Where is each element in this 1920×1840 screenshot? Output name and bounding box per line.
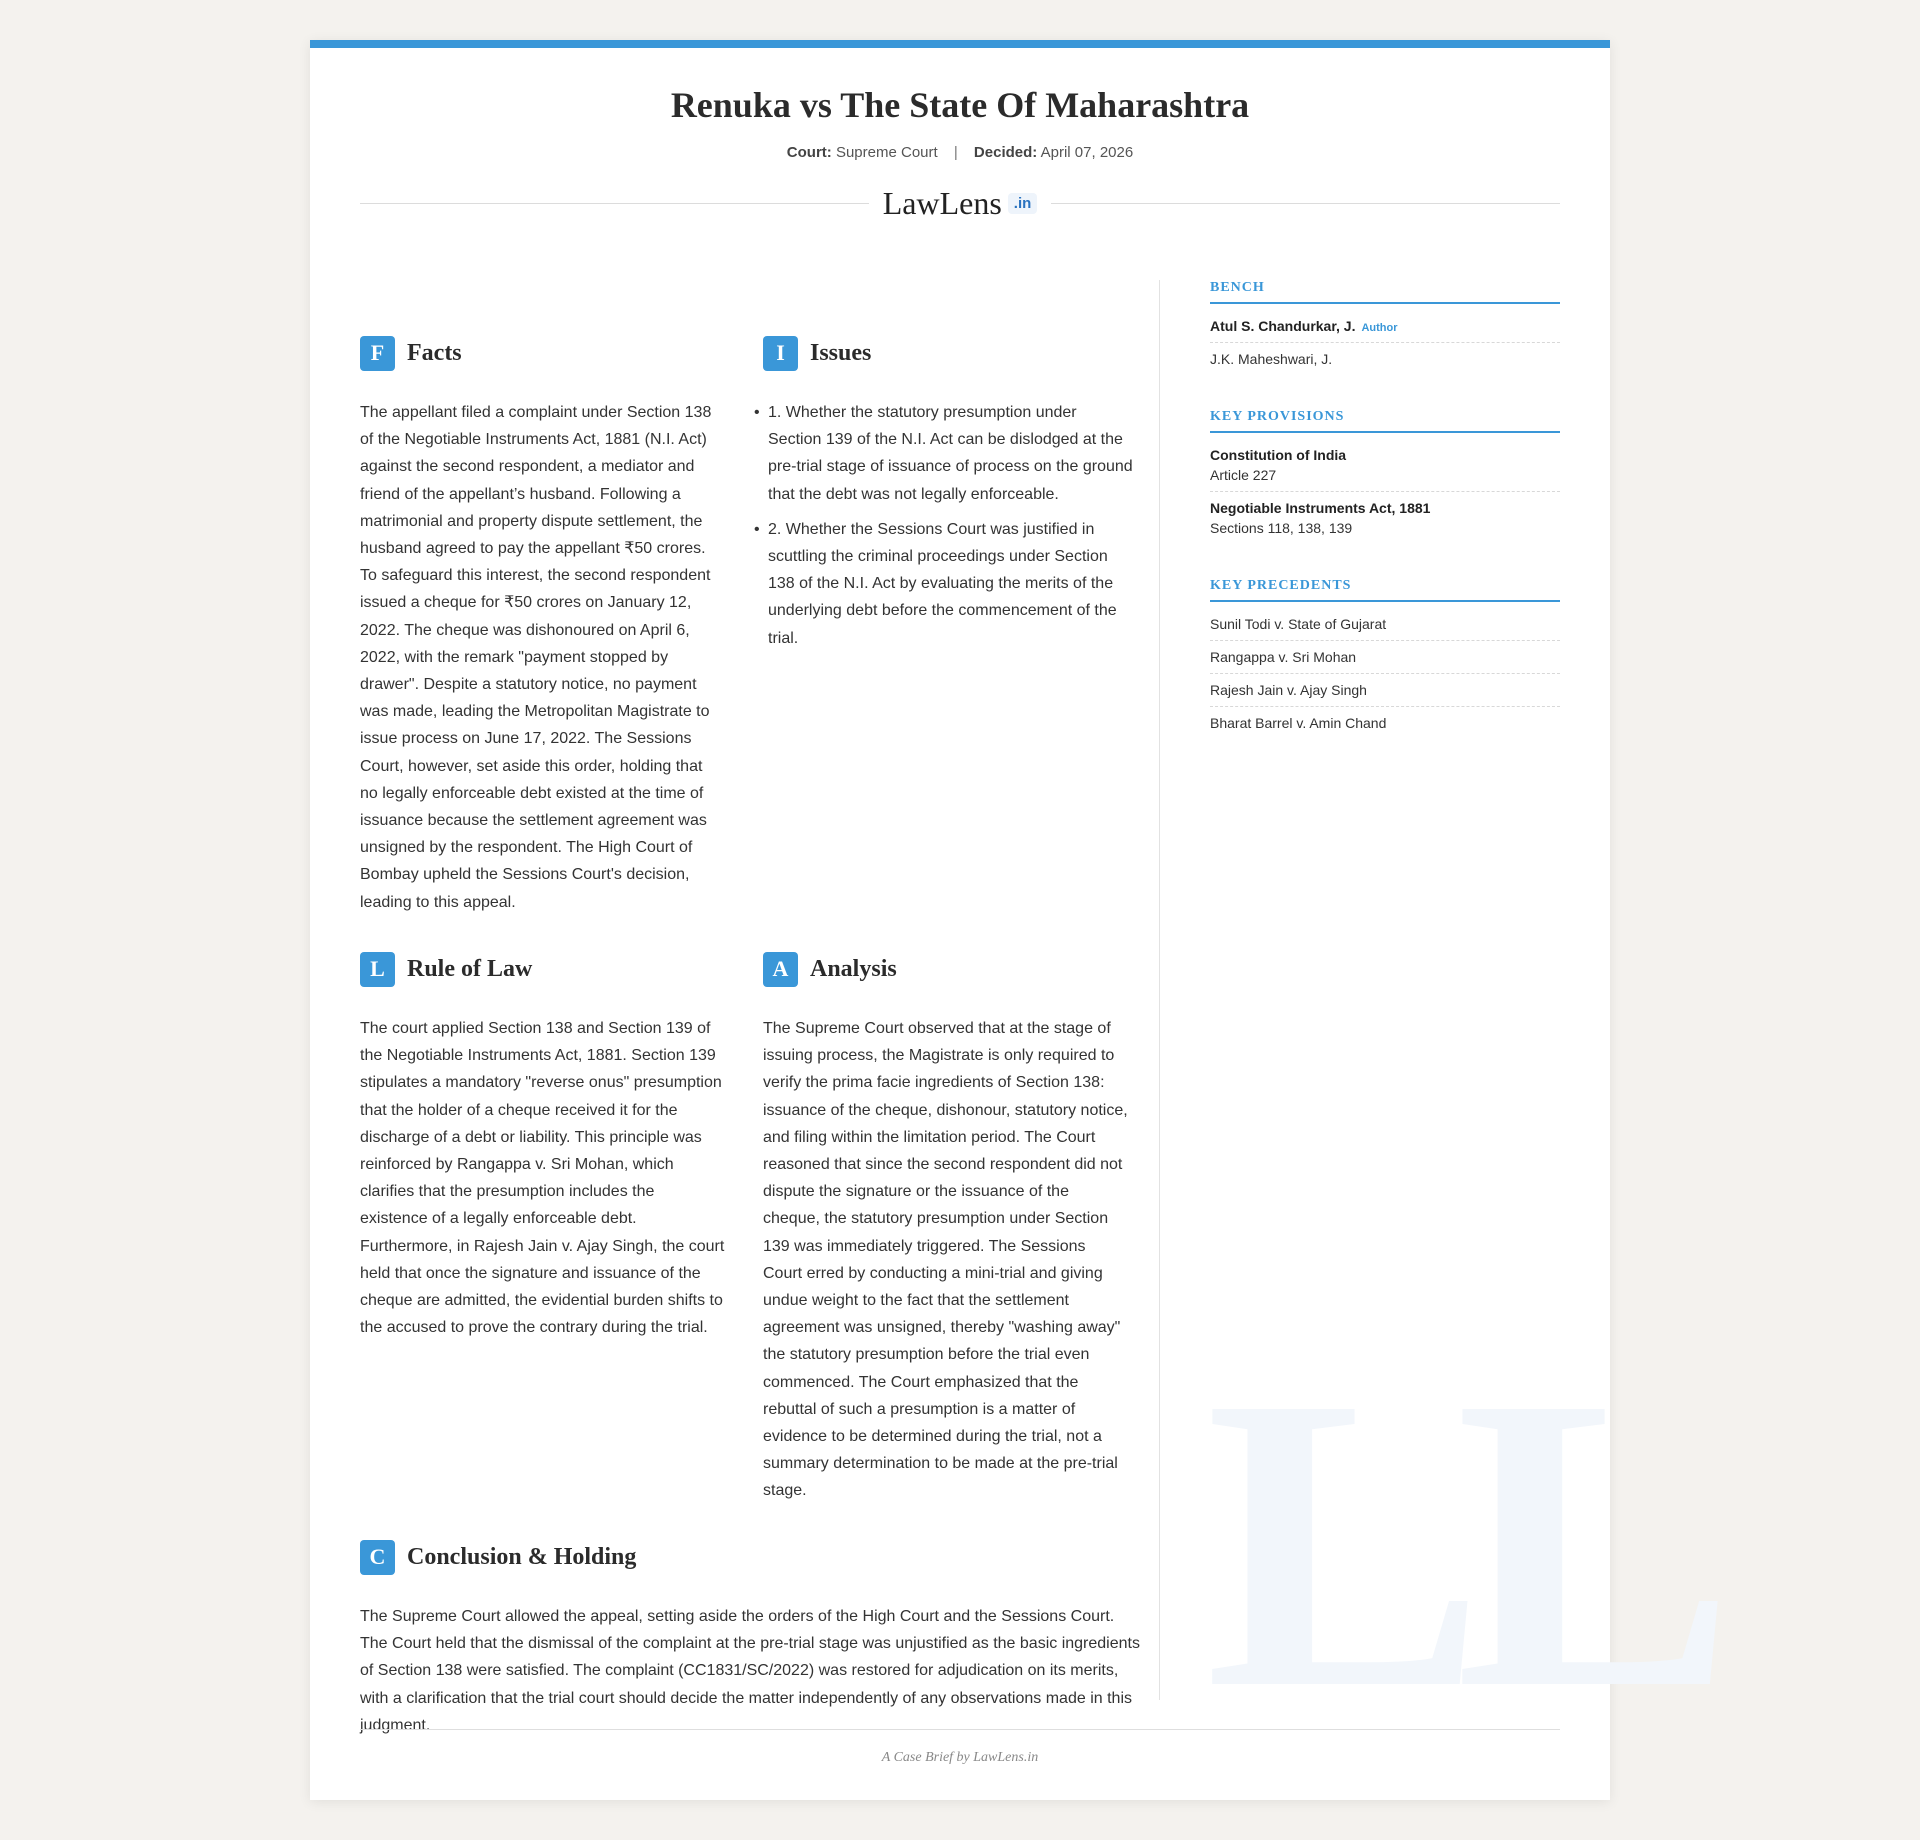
facts-letter-badge: F	[360, 336, 395, 371]
provision-item	[1210, 492, 1560, 544]
provision-name: Constitution of India	[1210, 447, 1347, 463]
judge-item	[1210, 304, 1560, 343]
case-meta	[310, 144, 1610, 161]
provision-detail: Sections 118, 138, 139	[1210, 520, 1353, 536]
provisions-block	[1210, 409, 1560, 544]
judge-name: Atul S. Chandurkar, J.	[1210, 318, 1356, 334]
precedent-item: Sunil Todi v. State of Gujarat	[1210, 602, 1560, 641]
rule-letter-badge: L	[360, 952, 395, 987]
conclusion-body: The Supreme Court allowed the appeal, setting aside the orders of the High Court and the Sessions Court. The Court held that the dismissal of the complaint at the pre-trial stage was unjustified as the basic ingredients of Section 138 were satisfied. The complaint (CC1831/SC/2022) was restored for adjudication on its merits, with a clarification that the trial court should decide the matter independently of any observations made in this judgment.	[360, 1608, 1140, 1734]
analysis-body: The Supreme Court observed that at the stage of issuing process, the Magistrate is only required to verify the prima facie ingredients of Section 138: issuance of the cheque, dishonour, statutory notice, and filing within the limitation period. The Court reasoned that since the second respondent did not dispute the signature or the issuance of the cheque, the statutory presumption under Section 139 was immediately triggered. The Sessions Court erred by conducting a mini-trial and giving undue weight to the fact that the settlement agreement was unsigned, thereby "washing away" the statutory presumption before the trial even commenced. The Court emphasized that the rebuttal of such a presumption is a matter of evidence to be determined during the trial, not a summary determination to be made at the pre-trial stage.	[763, 1020, 1128, 1500]
brand-name: LawLens	[882, 184, 1002, 221]
judge-name: J.K. Maheshwari, J.	[1210, 351, 1333, 367]
provision-name: Negotiable Instruments Act, 1881	[1210, 500, 1431, 516]
brand-tld: .in	[1008, 193, 1038, 214]
analysis-letter-badge: A	[763, 952, 798, 987]
bench-block	[1210, 280, 1560, 375]
brand-logo	[869, 185, 1052, 222]
provision-item	[1210, 433, 1560, 492]
analysis-title: Analysis	[810, 955, 897, 982]
provision-detail: Article 227	[1210, 467, 1277, 483]
case-title: Renuka vs The State Of Maharashtra	[670, 85, 1250, 125]
rule-body: The court applied Section 138 and Section 139 of the Negotiable Instruments Act, 1881. Section 139 stipulates a mandatory "reverse onus" presumption that the holder of a cheque received it for the discharge of a debt or liability. This principle was reinforced by Rangappa v. Sri Mohan, which clarifies that the presumption includes the existence of a legally enforceable debt. Furthermore, in Rajesh Jain v. Ajay Singh, the court held that once the signature and issuance of the cheque are admitted, the evidential burden shifts to the accused to prove the contrary during the trial.	[360, 1020, 725, 1337]
main-column	[360, 280, 1160, 1734]
precedents-block	[1210, 578, 1560, 739]
decided-label: Decided:	[973, 144, 1038, 161]
section-facts	[360, 335, 722, 916]
provisions-heading: KEY PROVISIONS	[1210, 409, 1560, 433]
issue-item: • 1. Whether the statutory presumption under Section 139 of the N.I. Act can be dislodged at the pre-trial stage of issuance of process on the ground that the debt was not legally enforceable.	[763, 399, 1133, 508]
issue-item: • 2. Whether the Sessions Court was justified in scuttling the criminal proceedings under Section 138 of the N.I. Act by evaluating the merits of the underlying debt before the commencement of the trial.	[763, 516, 1133, 652]
section-analysis	[763, 951, 1128, 1505]
bench-heading: BENCH	[1210, 280, 1560, 304]
facts-title: Facts	[407, 339, 462, 366]
section-rule-of-law	[360, 951, 725, 1341]
conclusion-title: Conclusion & Holding	[407, 1543, 637, 1570]
precedent-item: Rajesh Jain v. Ajay Singh	[1210, 674, 1560, 707]
issues-list	[763, 399, 1133, 652]
issues-letter-badge: I	[763, 336, 798, 371]
court-value: Supreme Court	[835, 144, 938, 161]
author-tag: Author	[1361, 322, 1398, 334]
precedents-heading: KEY PRECEDENTS	[1210, 578, 1560, 602]
judge-item	[1210, 343, 1560, 375]
decided-value: April 07, 2026	[1040, 144, 1134, 161]
precedent-item: Bharat Barrel v. Amin Chand	[1210, 715, 1387, 731]
rule-title: Rule of Law	[407, 955, 533, 982]
sidebar	[1210, 280, 1560, 773]
section-conclusion	[360, 1539, 1140, 1739]
issues-title: Issues	[810, 339, 872, 366]
watermark-logo: LL	[1205, 1310, 1706, 1775]
precedent-item: Rangappa v. Sri Mohan	[1210, 641, 1560, 674]
meta-separator: |	[953, 144, 958, 161]
header	[310, 48, 1610, 223]
brand-divider	[360, 183, 1560, 223]
section-issues	[763, 335, 1133, 660]
conclusion-letter-badge: C	[360, 1540, 395, 1575]
court-label: Court:	[786, 144, 832, 161]
case-brief-page	[310, 40, 1706, 1800]
footer-credit: A Case Brief by LawLens.in	[360, 1729, 1560, 1766]
facts-body: The appellant filed a complaint under Section 138 of the Negotiable Instruments Act, 1881 (N.I. Act) against the second respondent, a mediator and friend of the appellant’s husband. Following a matrimonial and property dispute settlement, the husband agreed to pay the appellant ₹50 crores. To safeguard this interest, the second respondent issued a cheque for ₹50 crores on January 12, 2022. The cheque was dishonoured on April 6, 2022, with the remark "payment stopped by drawer". Despite a statutory notice, no payment was made, leading the Metropolitan Magistrate to issue process on June 17, 2022. The Sessions Court, however, set aside this order, holding that no legally enforceable debt existed at the time of issuance because the settlement agreement was unsigned by the respondent. The High Court of Bombay upheld the Sessions Court's decision, leading to this appeal.	[360, 404, 712, 911]
